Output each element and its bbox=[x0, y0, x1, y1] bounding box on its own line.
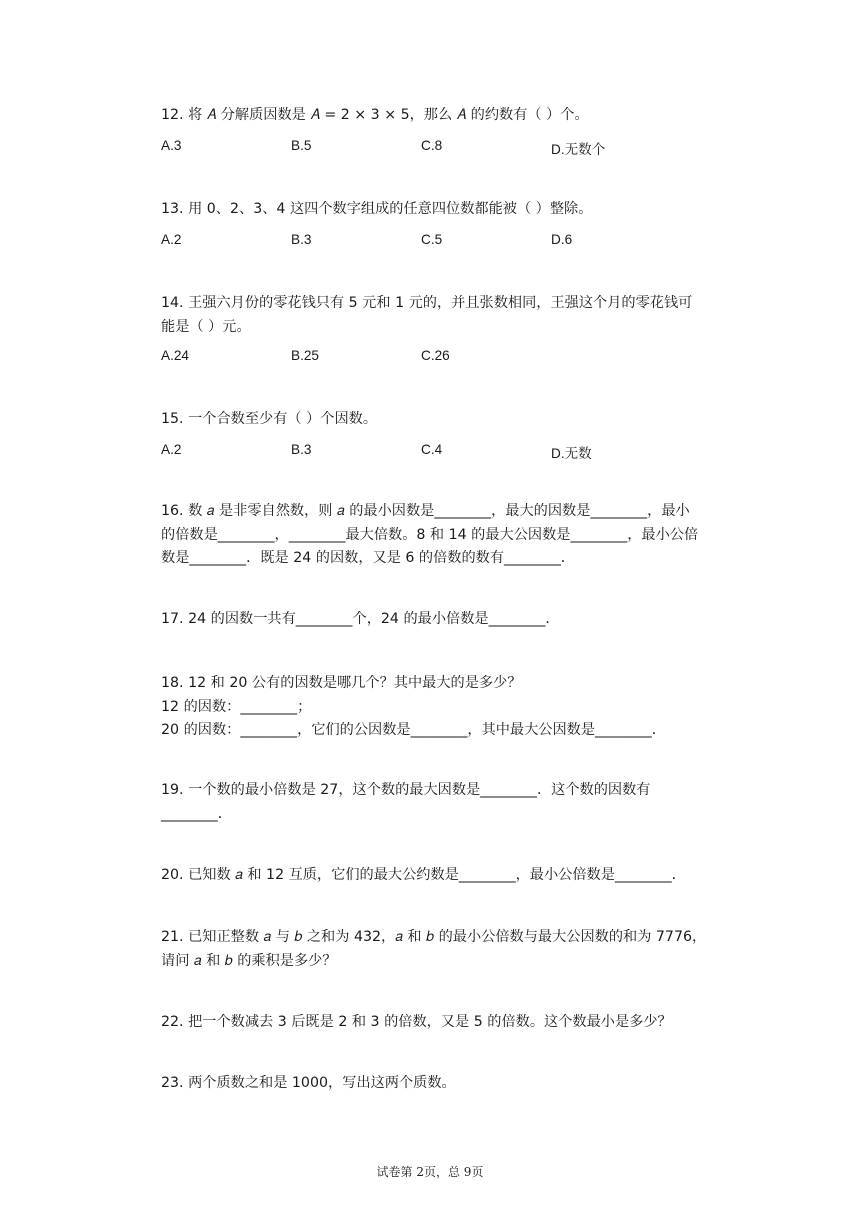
question-17 bbox=[161, 608, 741, 632]
question-text: 13. 用 0、2、3、4 这四个数字组成的任意四位数都能被（ ）整除。 bbox=[161, 201, 593, 217]
option-b: B.25 bbox=[291, 348, 319, 363]
question-23 bbox=[161, 1072, 741, 1096]
option-c: C.5 bbox=[421, 232, 443, 247]
question-18 bbox=[161, 672, 741, 743]
option-d: D.6 bbox=[551, 232, 573, 247]
question-12-stem bbox=[161, 104, 741, 128]
question-22 bbox=[161, 1011, 741, 1035]
question-text-line-1: 21. 已知正整数 𝑎 与 𝑏 之和为 432，𝑎 和 𝑏 的最小公倍数与最大公因数的和为 7776， bbox=[161, 929, 707, 945]
question-13-stem bbox=[161, 198, 741, 222]
question-text-line-1: 18. 12 和 20 公有的因数是哪几个？其中最大的是多少？ bbox=[161, 675, 522, 691]
question-text: 15. 一个合数至少有（ ）个因数。 bbox=[161, 411, 378, 427]
question-text-line-1: 14. 王强六月份的零花钱只有 5 元和 1 元的，并且张数相同，王强这个月的零花钱可 bbox=[161, 295, 693, 311]
question-19 bbox=[161, 779, 741, 826]
question-text: 22. 把一个数减去 3 后既是 2 和 3 的倍数，又是 5 的倍数。这个数最小是多少？ bbox=[161, 1014, 672, 1030]
question-text: 12. 将 𝐴 分解质因数是 𝐴 = 2 × 3 × 5，那么 𝐴 的约数有（ ）个。 bbox=[161, 107, 589, 123]
question-15-stem bbox=[161, 408, 741, 432]
option-c: C.26 bbox=[421, 348, 450, 363]
option-b: B.5 bbox=[291, 138, 312, 153]
question-21 bbox=[161, 926, 741, 973]
option-b: B.3 bbox=[291, 442, 312, 457]
question-text: 20. 已知数 𝑎 和 12 互质，它们的最大公约数是________，最小公倍数是________． bbox=[161, 867, 686, 883]
question-text-line-3: 数是________．既是 24 的因数，又是 6 的倍数的数有________． bbox=[161, 550, 575, 566]
question-12-options bbox=[161, 138, 741, 160]
question-14-options bbox=[161, 348, 741, 370]
option-d: D.无数个 bbox=[551, 142, 606, 157]
question-13-options bbox=[161, 232, 741, 254]
question-text-line-2: 请问 𝑎 和 𝑏 的乘积是多少？ bbox=[161, 952, 337, 969]
question-text-line-2: 能是（ ）元。 bbox=[161, 318, 251, 335]
question-text-line-2: 的倍数是________，________最大倍数。8 和 14 的最大公因数是________，最小公倍 bbox=[161, 526, 699, 543]
question-14-stem bbox=[161, 292, 741, 339]
question-text: 23. 两个质数之和是 1000，写出这两个质数。 bbox=[161, 1075, 456, 1091]
option-a: A.2 bbox=[161, 232, 182, 247]
option-a: A.24 bbox=[161, 348, 189, 363]
page-footer: 试卷第 2页，总 9页 bbox=[376, 1165, 484, 1179]
question-text-line-3: 20 的因数：________，它们的公因数是________，其中最大公因数是________． bbox=[161, 722, 666, 738]
option-b: B.3 bbox=[291, 232, 312, 247]
question-text-line-1: 19. 一个数的最小倍数是 27，这个数的最大因数是________．这个数的因数有 bbox=[161, 782, 651, 798]
option-d: D.无数 bbox=[551, 446, 592, 461]
option-c: C.4 bbox=[421, 442, 443, 457]
question-text-line-2: ________． bbox=[161, 805, 232, 822]
question-20 bbox=[161, 864, 741, 888]
option-a: A.2 bbox=[161, 442, 182, 457]
option-c: C.8 bbox=[421, 138, 443, 153]
question-text-line-1: 16. 数 𝑎 是非零自然数，则 𝑎 的最小因数是________，最大的因数是________，最小 bbox=[161, 503, 690, 519]
question-text-line-2: 12 的因数：________； bbox=[161, 698, 312, 715]
question-15-options bbox=[161, 442, 741, 464]
question-16 bbox=[161, 500, 741, 571]
question-text: 17. 24 的因数一共有________个，24 的最小倍数是________． bbox=[161, 611, 560, 627]
option-a: A.3 bbox=[161, 138, 182, 153]
